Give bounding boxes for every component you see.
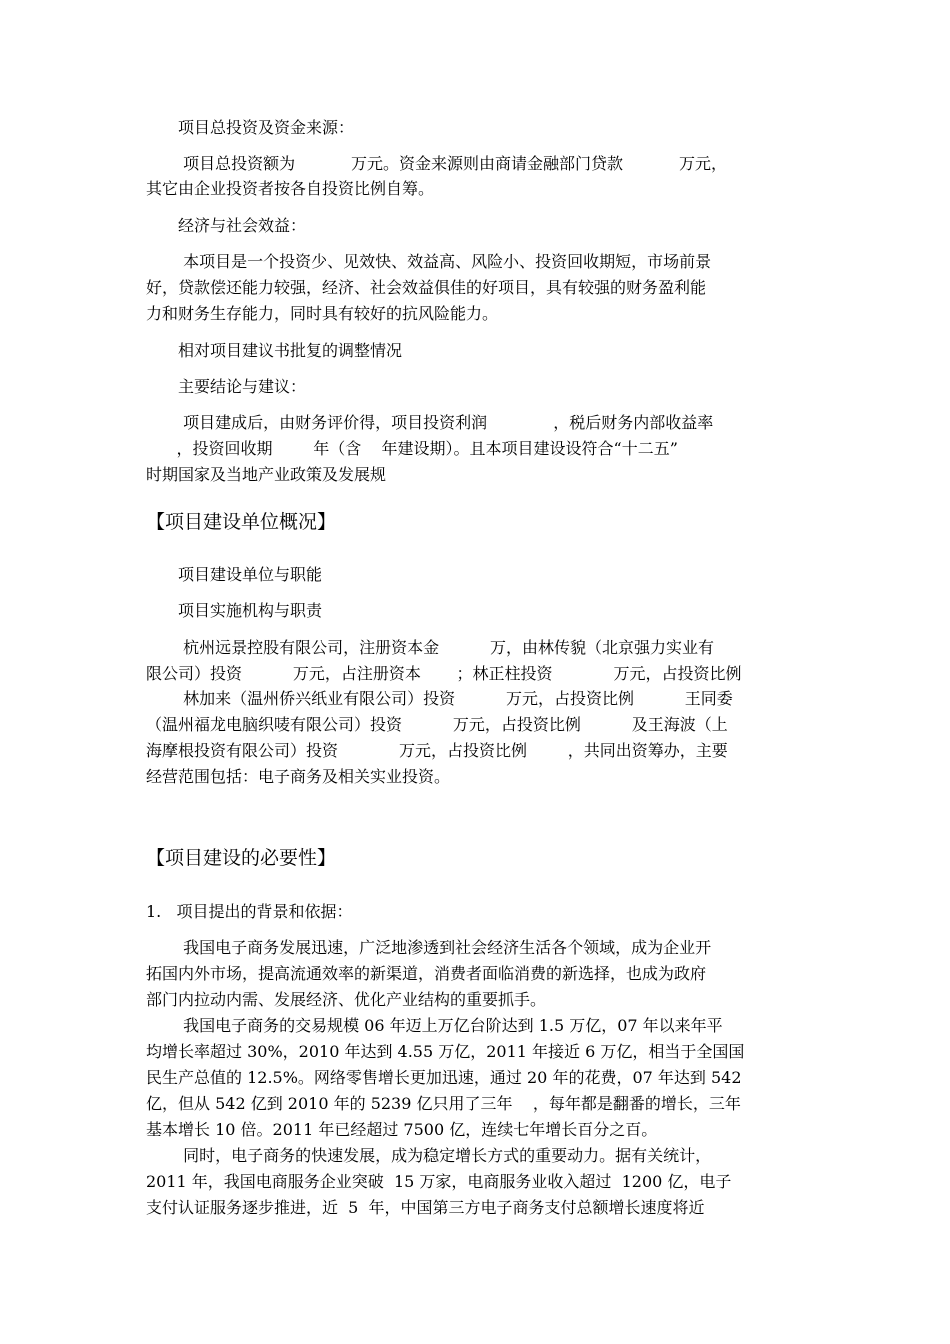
section-heading-necessity: 【项目建设的必要性】 xyxy=(146,847,337,869)
scale-paragraph-line: 均增长率超过 30%，2010 年达到 4.55 万亿，2011 年接近 6 万亿，相当于全国国 xyxy=(146,1042,745,1061)
benefit-title: 经济与社会效益： xyxy=(178,216,307,235)
growth-paragraph-line: 同时，电子商务的快速发展，成为稳定增长方式的重要动力。据有关统计， xyxy=(178,1146,712,1165)
conclusion-paragraph-line: 时期国家及当地产业政策及发展规 xyxy=(146,465,387,484)
org-paragraph-line: （温州福龙电脑织唛有限公司）投资 万元，占投资比例 及王海波（上 xyxy=(146,715,728,734)
scale-paragraph-line: 基本增长 10 倍。2011 年已经超过 7500 亿，连续七年增长百分之百。 xyxy=(146,1120,658,1139)
conclusion-title: 主要结论与建议： xyxy=(178,377,307,396)
invest-paragraph-line: 其它由企业投资者按各自投资比例自筹。 xyxy=(146,179,435,198)
growth-paragraph-line: 2011 年，我国电商服务企业突破 15 万家，电商服务业收入超过 1200 亿，电子 xyxy=(146,1172,732,1191)
unit-function-title: 项目建设单位与职能 xyxy=(178,565,323,584)
benefit-paragraph-line: 好，贷款偿还能力较强，经济、社会效益俱佳的好项目，具有较强的财务盈利能 xyxy=(146,278,707,297)
org-paragraph-line: 限公司）投资 万元，占注册资本 ；林正柱投资 万元，占投资比例 xyxy=(146,664,742,683)
background-paragraph-line: 我国电子商务发展迅速，广泛地渗透到社会经济生活各个领域，成为企业开 xyxy=(178,938,712,957)
org-paragraph-line: 杭州远景控股有限公司，注册资本金 万，由林传貌（北京强力实业有 xyxy=(178,638,714,657)
invest-title: 项目总投资及资金来源： xyxy=(178,118,355,137)
background-paragraph-line: 拓国内外市场，提高流通效率的新渠道，消费者面临消费的新选择，也成为政府 xyxy=(146,964,707,983)
scale-paragraph-line: 民生产总值的 12.5%。网络零售增长更加迅速，通过 20 年的花费，07 年达到 542 xyxy=(146,1068,742,1087)
conclusion-paragraph-line: 项目建成后，由财务评价得，项目投资利润 ，税后财务内部收益率 xyxy=(178,413,714,432)
invest-paragraph-line: 项目总投资额为 万元。资金来源则由商请金融部门贷款 万元， xyxy=(178,154,727,173)
org-paragraph-line: 林加来（温州侨兴纸业有限公司）投资 万元，占投资比例 王同委 xyxy=(178,689,733,708)
benefit-paragraph-line: 本项目是一个投资少、见效快、效益高、风险小、投资回收期短，市场前景 xyxy=(178,252,712,271)
background-paragraph-line: 部门内拉动内需、发展经济、优化产业结构的重要抓手。 xyxy=(146,990,547,1009)
org-function-title: 项目实施机构与职责 xyxy=(178,601,323,620)
org-paragraph-line: 经营范围包括：电子商务及相关实业投资。 xyxy=(146,767,451,786)
org-paragraph-line: 海摩根投资有限公司）投资 万元，占投资比例 ，共同出资筹办，主要 xyxy=(146,741,728,760)
scale-paragraph-line: 亿，但从 542 亿到 2010 年的 5239 亿只用了三年 ，每年都是翻番的增长，三年 xyxy=(146,1094,741,1113)
scale-paragraph-line: 我国电子商务的交易规模 06 年迈上万亿台阶达到 1.5 万亿，07 年以来年平 xyxy=(178,1016,723,1035)
section-heading-unit: 【项目建设单位概况】 xyxy=(146,511,337,533)
conclusion-paragraph-line: ，投资回收期 年（含 年建设期）。且本项目建设设符合“十二五” xyxy=(146,439,678,458)
benefit-paragraph-line: 力和财务生存能力，同时具有较好的抗风险能力。 xyxy=(146,304,499,323)
adjust-title: 相对项目建议书批复的调整情况 xyxy=(178,341,403,360)
background-title: 1. 项目提出的背景和依据： xyxy=(146,902,353,921)
growth-paragraph-line: 支付认证服务逐步推进，近 5 年，中国第三方电子商务支付总额增长速度将近 xyxy=(146,1198,705,1217)
